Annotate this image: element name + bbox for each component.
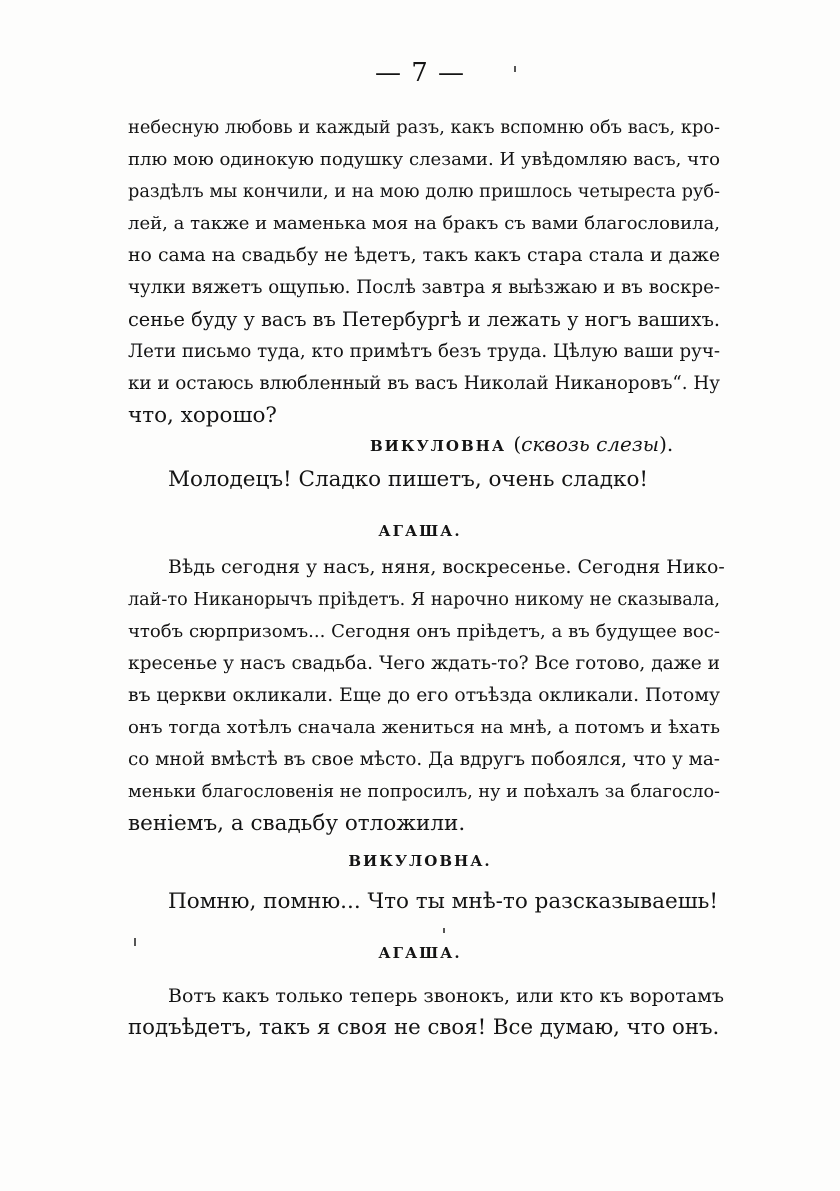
- text-line: раздѣлъ мы кончили, и на мою долю пришлось четыреста руб-: [128, 182, 720, 202]
- text-line: Вѣдь сегодня у насъ, няня, воскресенье. Сегодня Нико-: [168, 557, 725, 578]
- speaker-heading: АГАША.: [378, 522, 462, 540]
- text-line: онъ тогда хотѣлъ сначала жениться на мнѣ, а потомъ и ѣхать: [128, 717, 720, 738]
- text-line: веніемъ, а свадьбу отложили.: [128, 811, 466, 836]
- page-number: — 7 —: [374, 58, 466, 88]
- text-line: кресенье у насъ свадьба. Чего ждать-то? Все готово, даже и: [128, 653, 720, 674]
- dialogue-line: Молодецъ! Сладко пишетъ, очень сладко!: [168, 467, 649, 492]
- text-line: чулки вяжетъ ощупью. Послѣ завтра я выѣзжаю и въ воскре-: [128, 277, 720, 298]
- text-line: со мной вмѣстѣ въ свое мѣсто. Да вдругъ побоялся, что у ма-: [128, 749, 720, 770]
- text-line: меньки благословенія не попросилъ, ну и поѣхалъ за благосло-: [128, 782, 720, 802]
- text-line: чтобъ сюрпризомъ... Сегодня онъ пріѣдетъ, а въ будущее вос-: [128, 621, 720, 642]
- text-line: лей, а также и маменька моя на бракъ съ вами благословила,: [128, 213, 720, 234]
- text-line: что, хорошо?: [128, 403, 277, 428]
- stage-direction: сквозь слезы: [521, 432, 660, 456]
- dialogue-line: Помню, помню... Что ты мнѣ-то разсказываешь!: [168, 889, 719, 914]
- text-line: подъѣдетъ, такъ я своя не своя! Все думаю, что онъ.: [128, 1015, 720, 1040]
- text-line: въ церкви окликали. Еще до его отъѣзда окликали. Потому: [128, 685, 720, 706]
- text-line: сенье буду у васъ въ Петербургѣ и лежать у ногъ вашихъ.: [128, 308, 720, 331]
- text-line: Лети письмо туда, кто примѣтъ безъ труда. Цѣлую ваши руч-: [128, 341, 720, 362]
- text-line: лай-то Никанорычъ пріѣдетъ. Я нарочно никому не сказывала,: [128, 590, 720, 610]
- print-speck: [443, 928, 445, 933]
- letter-paragraph: [128, 112, 720, 432]
- dialogue-paragraph: [128, 552, 725, 840]
- speaker-name: ВИКУЛОВНА: [370, 437, 507, 455]
- speaker-heading: АГАША.: [378, 944, 462, 962]
- text-line: ки и остаюсь влюбленный въ васъ Николай Никаноровъ“. Ну: [128, 373, 720, 394]
- speaker-heading: ВИКУЛОВНА.: [348, 852, 492, 870]
- text-line: небесную любовь и каждый разъ, какъ вспомню объ васъ, кро-: [128, 118, 720, 138]
- text-line: Вотъ какъ только теперь звонокъ, или кто къ воротамъ: [168, 985, 725, 1007]
- print-speck: [514, 66, 516, 72]
- speaker-heading: ВИКУЛОВНА (сквозь слезы).: [370, 432, 674, 456]
- text-line: но сама на свадьбу не ѣдетъ, такъ какъ стара стала и даже: [128, 245, 720, 266]
- dialogue-paragraph: [128, 980, 725, 1044]
- text-line: плю мою одинокую подушку слезами. И увѣдомляю васъ, что: [128, 149, 720, 170]
